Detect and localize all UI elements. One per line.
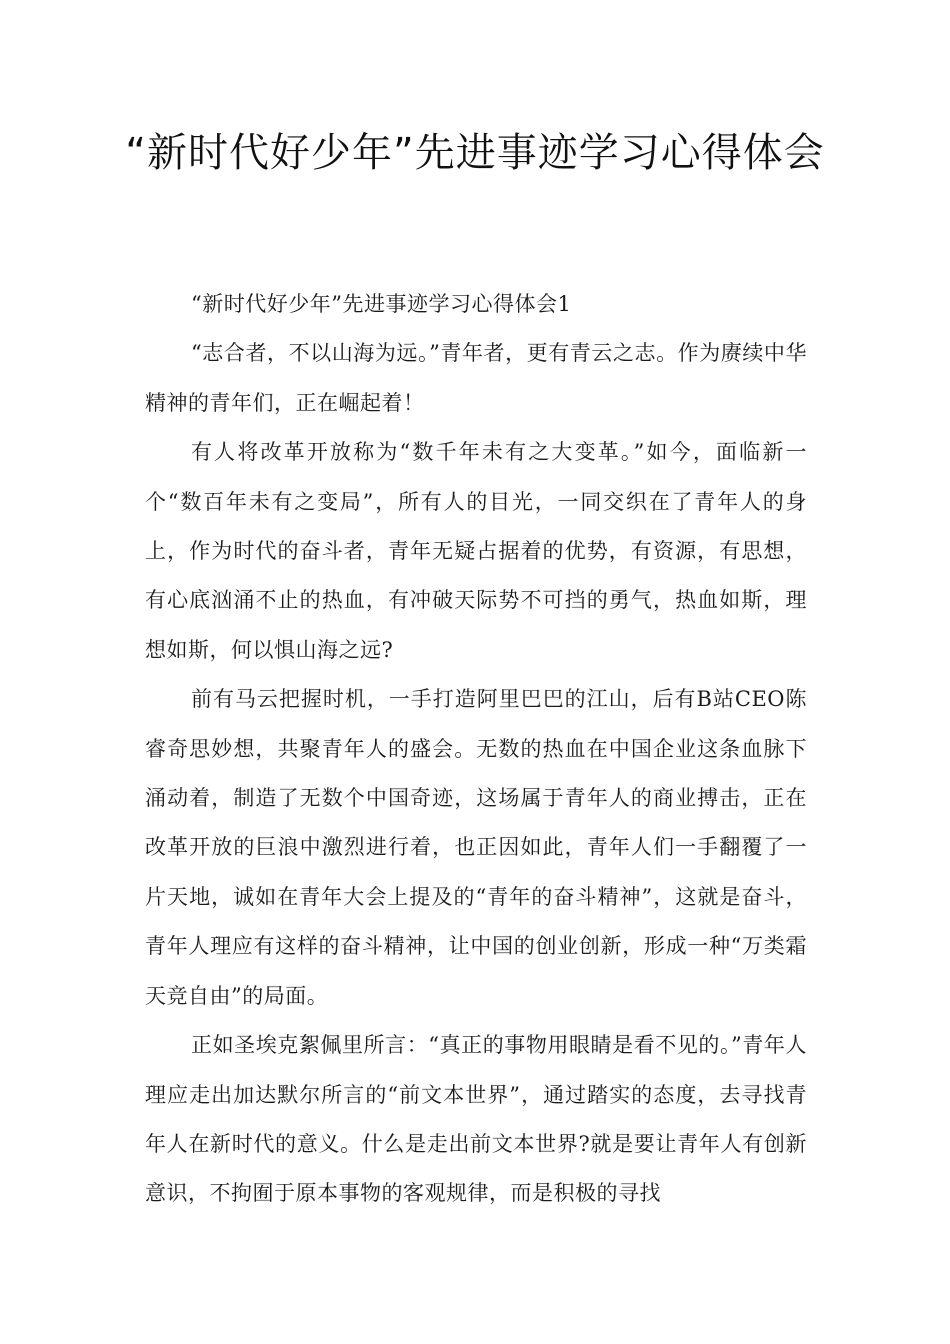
- paragraph: 前有马云把握时机，一手打造阿里巴巴的江山，后有B站CEO陈睿奇思妙想，共聚青年人的盛会。无数的热血在中国企业这条血脉下涌动着，制造了无数个中国奇迹，这场属于青年人的商业搏击，正在改革开放的巨浪中激烈进行着，也正因如此，青年人们一手翻覆了一片天地，诚如在青年大会上提及的“青年的奋斗精神”，这就是奋斗，青年人理应有这样的奋斗精神，让中国的创业创新，形成一种“万类霜天竞自由”的局面。: [145, 687, 807, 1008]
- document-body: [145, 280, 807, 1219]
- paragraph-heading: “新时代好少年”先进事迹学习心得体会1: [191, 292, 572, 316]
- paragraph: 正如圣埃克絮佩里所言：“真正的事物用眼睛是看不见的。”青年人理应走出加达默尔所言的“前文本世界”，通过踏实的态度，去寻找青年人在新时代的意义。什么是走出前文本世界?就是要让青年人有创新意识，不拘囿于原本事物的客观规律，而是积极的寻找: [145, 1033, 807, 1206]
- document-title: “新时代好少年”先进事迹学习心得体会: [125, 130, 825, 176]
- paragraph: “志合者，不以山海为远。”青年者，更有青云之志。作为赓续中华精神的青年们，正在崛起着！: [145, 341, 807, 415]
- paragraph: 有人将改革开放称为“数千年未有之大变革。”如今，面临新一个“数百年未有之变局”，所有人的目光，一同交织在了青年人的身上，作为时代的奋斗者，青年无疑占据着的优势，有资源，有思想，有心底汹涌不止的热血，有冲破天际势不可挡的勇气，热血如斯，理想如斯，何以惧山海之远?: [145, 440, 807, 662]
